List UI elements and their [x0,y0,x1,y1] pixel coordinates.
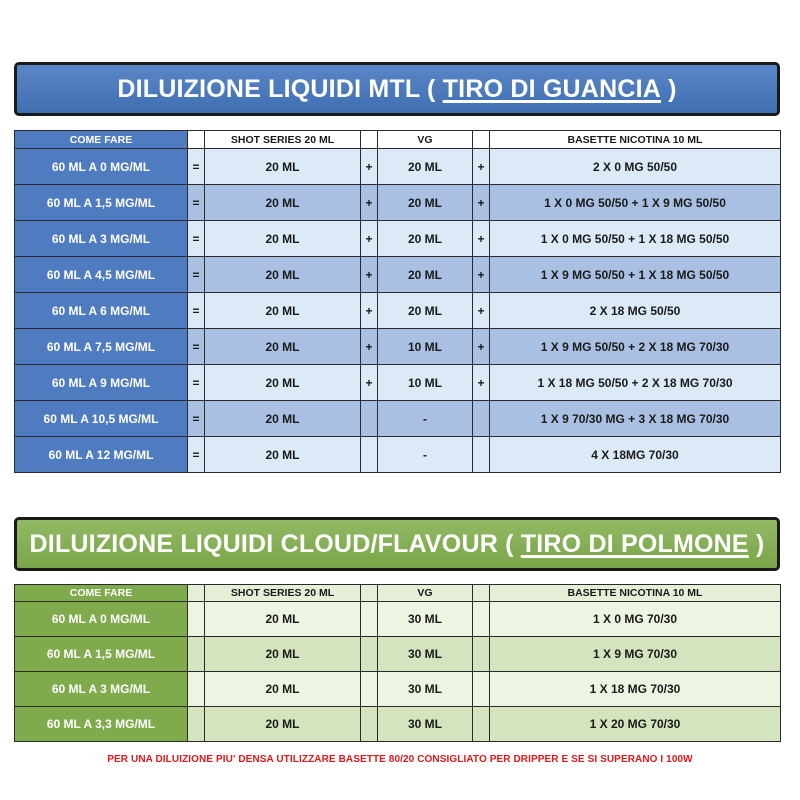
mtl-cell-op1: = [188,437,205,473]
table-row [15,602,781,637]
mtl-cell-basette: 1 X 0 MG 50/50 + 1 X 9 MG 50/50 [490,185,781,221]
table-row [15,672,781,707]
mtl-cell-shot: 20 ML [205,401,361,437]
cloud-header-shot: SHOT SERIES 20 ML [205,585,361,602]
cloud-cell-op2 [361,637,378,672]
footnote-warning: PER UNA DILUIZIONE PIU' DENSA UTILIZZARE BASETTE 80/20 CONSIGLIATO PER DRIPPER E SE SI SUPERANO I 100W [107,754,693,765]
mtl-header-basette: BASETTE NICOTINA 10 ML [490,131,781,149]
mtl-cell-shot: 20 ML [205,293,361,329]
mtl-cell-basette: 2 X 0 MG 50/50 [490,149,781,185]
mtl-header-come-fare: COME FARE [15,131,188,149]
cloud-cell-come-fare: 60 ML A 3,3 MG/ML [15,707,188,742]
mtl-title-suffix: ) [660,74,677,103]
cloud-header-come-fare: COME FARE [15,585,188,602]
mtl-header-row [15,131,781,149]
mtl-cell-shot: 20 ML [205,185,361,221]
cloud-cell-shot: 20 ML [205,602,361,637]
table-row [15,221,781,257]
mtl-cell-op2: + [361,329,378,365]
cloud-cell-op1 [188,672,205,707]
mtl-cell-come-fare: 60 ML A 9 MG/ML [15,365,188,401]
mtl-cell-shot: 20 ML [205,437,361,473]
mtl-cell-basette: 1 X 18 MG 50/50 + 2 X 18 MG 70/30 [490,365,781,401]
cloud-cell-come-fare: 60 ML A 1,5 MG/ML [15,637,188,672]
cloud-header-op1 [188,585,205,602]
cloud-table-body [15,602,781,742]
mtl-cell-come-fare: 60 ML A 6 MG/ML [15,293,188,329]
cloud-header-op3 [473,585,490,602]
table-row [15,401,781,437]
cloud-cell-basette: 1 X 9 MG 70/30 [490,637,781,672]
table-row [15,329,781,365]
mtl-cell-op1: = [188,185,205,221]
mtl-cell-vg: - [378,401,473,437]
cloud-cell-op2 [361,672,378,707]
mtl-cell-op3: + [473,293,490,329]
cloud-cell-op1 [188,602,205,637]
cloud-cell-op3 [473,672,490,707]
table-row [15,707,781,742]
mtl-cell-op2: + [361,365,378,401]
mtl-cell-op1: = [188,257,205,293]
table-row [15,437,781,473]
mtl-cell-op1: = [188,293,205,329]
mtl-header-op3 [473,131,490,149]
mtl-cell-shot: 20 ML [205,221,361,257]
cloud-cell-shot: 20 ML [205,672,361,707]
cloud-header-vg: VG [378,585,473,602]
mtl-cell-op3: + [473,185,490,221]
mtl-cell-vg: 10 ML [378,365,473,401]
mtl-cell-basette: 1 X 0 MG 50/50 + 1 X 18 MG 50/50 [490,221,781,257]
cloud-header-row [15,585,781,602]
cloud-cell-basette: 1 X 20 MG 70/30 [490,707,781,742]
cloud-cell-op1 [188,707,205,742]
cloud-cell-op3 [473,602,490,637]
mtl-cell-basette: 2 X 18 MG 50/50 [490,293,781,329]
cloud-cell-op1 [188,637,205,672]
cloud-cell-vg: 30 ML [378,637,473,672]
mtl-cell-shot: 20 ML [205,329,361,365]
cloud-cell-op2 [361,707,378,742]
mtl-cell-basette: 4 X 18MG 70/30 [490,437,781,473]
mtl-cell-vg: 20 ML [378,149,473,185]
mtl-cell-come-fare: 60 ML A 12 MG/ML [15,437,188,473]
cloud-cell-come-fare: 60 ML A 0 MG/ML [15,602,188,637]
mtl-cell-vg: - [378,437,473,473]
mtl-cell-vg: 10 ML [378,329,473,365]
table-row [15,293,781,329]
mtl-cell-op1: = [188,149,205,185]
mtl-cell-op1: = [188,221,205,257]
mtl-cell-vg: 20 ML [378,221,473,257]
mtl-cell-come-fare: 60 ML A 1,5 MG/ML [15,185,188,221]
cloud-cell-op3 [473,707,490,742]
cloud-cell-op3 [473,637,490,672]
cloud-dilution-table [14,584,781,742]
mtl-cell-basette: 1 X 9 70/30 MG + 3 X 18 MG 70/30 [490,401,781,437]
mtl-cell-shot: 20 ML [205,149,361,185]
mtl-cell-come-fare: 60 ML A 0 MG/ML [15,149,188,185]
mtl-cell-op3 [473,437,490,473]
mtl-cell-op3: + [473,329,490,365]
cloud-title-suffix: ) [748,529,765,558]
mtl-header-vg: VG [378,131,473,149]
mtl-cell-op1: = [188,401,205,437]
mtl-cell-come-fare: 60 ML A 7,5 MG/ML [15,329,188,365]
mtl-cell-op2: + [361,293,378,329]
cloud-cell-vg: 30 ML [378,672,473,707]
mtl-cell-basette: 1 X 9 MG 50/50 + 1 X 18 MG 50/50 [490,257,781,293]
cloud-cell-vg: 30 ML [378,602,473,637]
cloud-cell-come-fare: 60 ML A 3 MG/ML [15,672,188,707]
mtl-cell-op1: = [188,329,205,365]
table-row [15,257,781,293]
mtl-title-banner [14,62,780,116]
mtl-cell-op3: + [473,365,490,401]
mtl-title-prefix: DILUIZIONE LIQUIDI MTL ( [117,74,443,103]
mtl-cell-shot: 20 ML [205,257,361,293]
mtl-cell-op2: + [361,185,378,221]
mtl-cell-op2 [361,437,378,473]
mtl-cell-op2 [361,401,378,437]
mtl-cell-op2: + [361,257,378,293]
mtl-cell-vg: 20 ML [378,257,473,293]
cloud-cell-shot: 20 ML [205,707,361,742]
mtl-cell-vg: 20 ML [378,185,473,221]
mtl-cell-op3 [473,401,490,437]
mtl-cell-op2: + [361,149,378,185]
mtl-title-highlight: TIRO DI GUANCIA [442,74,661,103]
cloud-header-op2 [361,585,378,602]
table-row [15,365,781,401]
table-row [15,149,781,185]
cloud-header-basette: BASETTE NICOTINA 10 ML [490,585,781,602]
mtl-header-shot: SHOT SERIES 20 ML [205,131,361,149]
mtl-table-body [15,149,781,473]
mtl-dilution-table [14,130,781,473]
mtl-cell-op3: + [473,257,490,293]
mtl-cell-basette: 1 X 9 MG 50/50 + 2 X 18 MG 70/30 [490,329,781,365]
cloud-title-banner [14,517,780,571]
mtl-header-op1 [188,131,205,149]
cloud-cell-basette: 1 X 0 MG 70/30 [490,602,781,637]
cloud-cell-op2 [361,602,378,637]
cloud-cell-vg: 30 ML [378,707,473,742]
mtl-cell-vg: 20 ML [378,293,473,329]
cloud-cell-shot: 20 ML [205,637,361,672]
cloud-title-highlight: TIRO DI POLMONE [520,529,749,558]
table-row [15,185,781,221]
mtl-cell-come-fare: 60 ML A 10,5 MG/ML [15,401,188,437]
mtl-cell-come-fare: 60 ML A 3 MG/ML [15,221,188,257]
cloud-cell-basette: 1 X 18 MG 70/30 [490,672,781,707]
mtl-cell-op3: + [473,149,490,185]
mtl-cell-shot: 20 ML [205,365,361,401]
mtl-cell-op2: + [361,221,378,257]
mtl-header-op2 [361,131,378,149]
mtl-cell-op3: + [473,221,490,257]
mtl-cell-come-fare: 60 ML A 4,5 MG/ML [15,257,188,293]
cloud-title-prefix: DILUIZIONE LIQUIDI CLOUD/FLAVOUR ( [29,529,521,558]
table-row [15,637,781,672]
mtl-cell-op1: = [188,365,205,401]
